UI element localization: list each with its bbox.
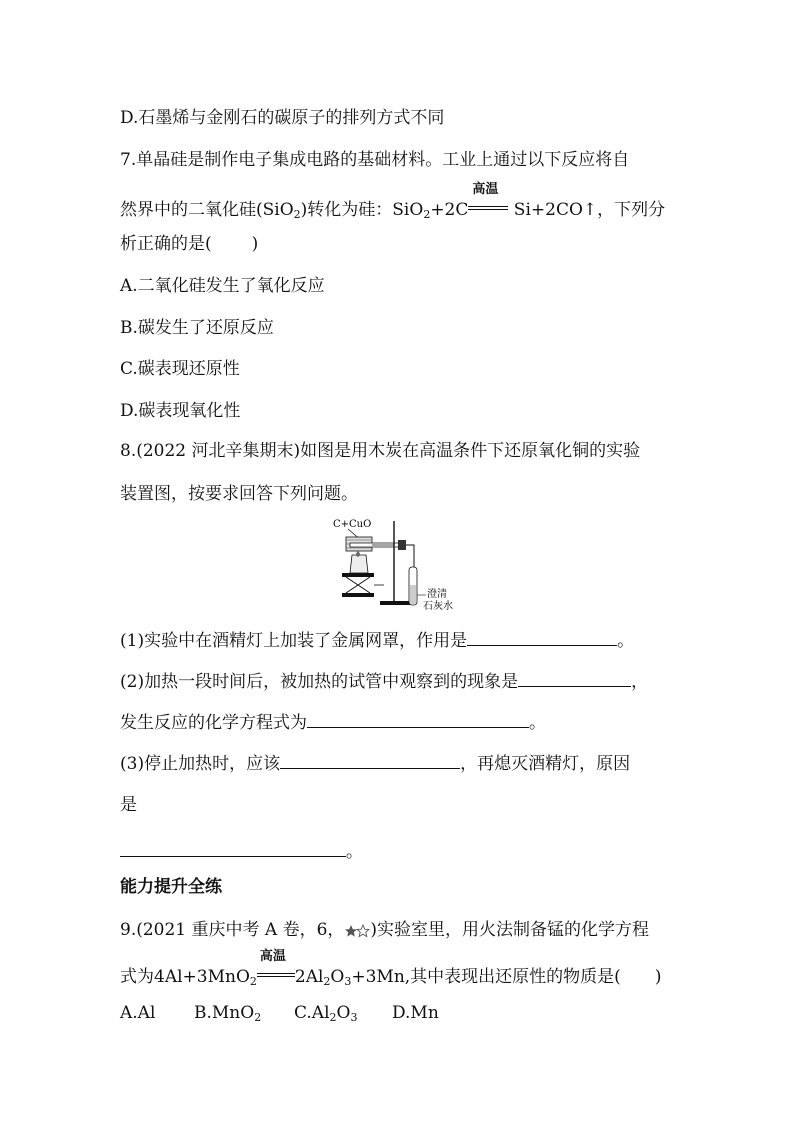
q9-sub: 3 (344, 975, 352, 988)
alcohol-lamp (350, 555, 368, 573)
q7-text-b: )转化为硅：SiO (300, 200, 424, 220)
q8-part3-mid: ，再熄灭酒精灯，原因 (460, 754, 631, 774)
equals-sign (468, 206, 508, 210)
q8-part2 (120, 670, 648, 693)
q9-sub: 2 (249, 975, 257, 988)
q8-part2-text: (2)加热一段时间后，被加热的试管中观察到的现象是 (120, 672, 519, 692)
q8-part3 (120, 752, 630, 775)
q7-stem-line3-text: 析正确的是( (120, 234, 212, 254)
q7-sub: 2 (423, 208, 431, 221)
jack-top (342, 573, 374, 577)
label-lime-1: 澄清 (427, 589, 447, 600)
jack-base (342, 593, 374, 597)
section-title: 能力提升全练 (120, 877, 222, 897)
stopper (398, 540, 406, 550)
q7-stem-line2 (120, 182, 666, 226)
stand-base (380, 601, 410, 605)
q9-stem-line2 (120, 949, 662, 993)
q7-option-a: A.二氧化硅发生了氧化反应 (120, 276, 325, 296)
q8-part3-text: (3)停止加热时，应该 (120, 754, 281, 774)
q7-option-b: B.碳发生了还原反应 (120, 318, 274, 338)
q9-stem-line1 (120, 919, 649, 941)
q8-part2b-end: 。 (529, 713, 546, 733)
q8-part2b (120, 711, 546, 734)
q8-part3c (120, 840, 363, 863)
apparatus-figure (328, 515, 468, 615)
q9-sub: 2 (323, 975, 331, 988)
q9-text-e: O (330, 967, 345, 987)
lime-water (410, 585, 416, 604)
answer-blank-3[interactable] (307, 711, 529, 728)
q9-condition: 高温 (259, 949, 286, 964)
q7-option-d: D.碳表现氧化性 (120, 401, 241, 421)
q9-option-a: A.Al (120, 1003, 156, 1023)
q8-stem-line1: 8.(2022 河北辛集期末)如图是用木炭在高温条件下还原氧化铜的实验 (120, 441, 641, 461)
q7-condition: 高温 (472, 182, 499, 197)
q8-part1-text: (1)实验中在酒精灯上加装了金属网罩，作用是 (120, 631, 468, 651)
q7-text-c: +2C (430, 200, 469, 220)
q9-reaction-arrow (257, 949, 295, 982)
q8-part1-end: 。 (617, 631, 635, 651)
q8-part2-end: ， (631, 672, 649, 692)
label-reagent: C+CuO (333, 519, 372, 530)
q9-text-d: 2Al (294, 967, 324, 987)
q8-part3c-end: 。 (346, 842, 363, 862)
q7-reaction-arrow (468, 182, 508, 215)
q7-stem-line3 (120, 233, 258, 255)
lab-jack (346, 577, 370, 593)
q6-option-d: D.石墨烯与金刚石的碳原子的排列方式不同 (120, 108, 445, 128)
q9-text-c: 式为4Al+3MnO (120, 967, 250, 987)
q9-paren-close: ) (654, 967, 662, 987)
q7-paren-close: ) (251, 234, 259, 254)
equals-sign (257, 973, 295, 977)
q8-stem-line2: 装置图，按要求回答下列问题。 (120, 484, 358, 504)
answer-blank-4[interactable] (280, 752, 460, 769)
q8-part3b: 是 (120, 795, 137, 815)
q7-sub: 2 (293, 208, 301, 221)
q9-option-b: B.MnO$_2$ (194, 1003, 262, 1024)
q7-option-c: C.碳表现还原性 (120, 359, 240, 379)
label-lime-2: 石灰水 (423, 601, 453, 612)
answer-blank-5[interactable] (120, 840, 346, 857)
q9-option-d: D.Mn (392, 1003, 439, 1023)
q7-text-a: 然界中的二氧化硅(SiO (120, 200, 294, 220)
q9-text-f: +3Mn,其中表现出还原性的物质是( (351, 967, 621, 987)
answer-blank-1[interactable] (467, 629, 617, 646)
difficulty-star-icon (344, 924, 370, 938)
q9-option-c: $C.Al_2O_3$ (294, 1003, 358, 1024)
q9-text-a: 9.(2021 重庆中考 A 卷，6， (120, 920, 345, 940)
q9-text-b: )实验室里，用火法制备锰的化学方程 (370, 920, 650, 940)
q7-text-d: Si+2CO↑，下列分 (508, 200, 666, 220)
q8-part2b-text: 发生反应的化学方程式为 (120, 713, 307, 733)
q7-stem-line1: 7.单晶硅是制作电子集成电路的基础材料。工业上通过以下反应将自 (120, 150, 630, 170)
q8-part1 (120, 629, 634, 652)
answer-blank-2[interactable] (518, 670, 631, 687)
q9-options (120, 1002, 439, 1029)
